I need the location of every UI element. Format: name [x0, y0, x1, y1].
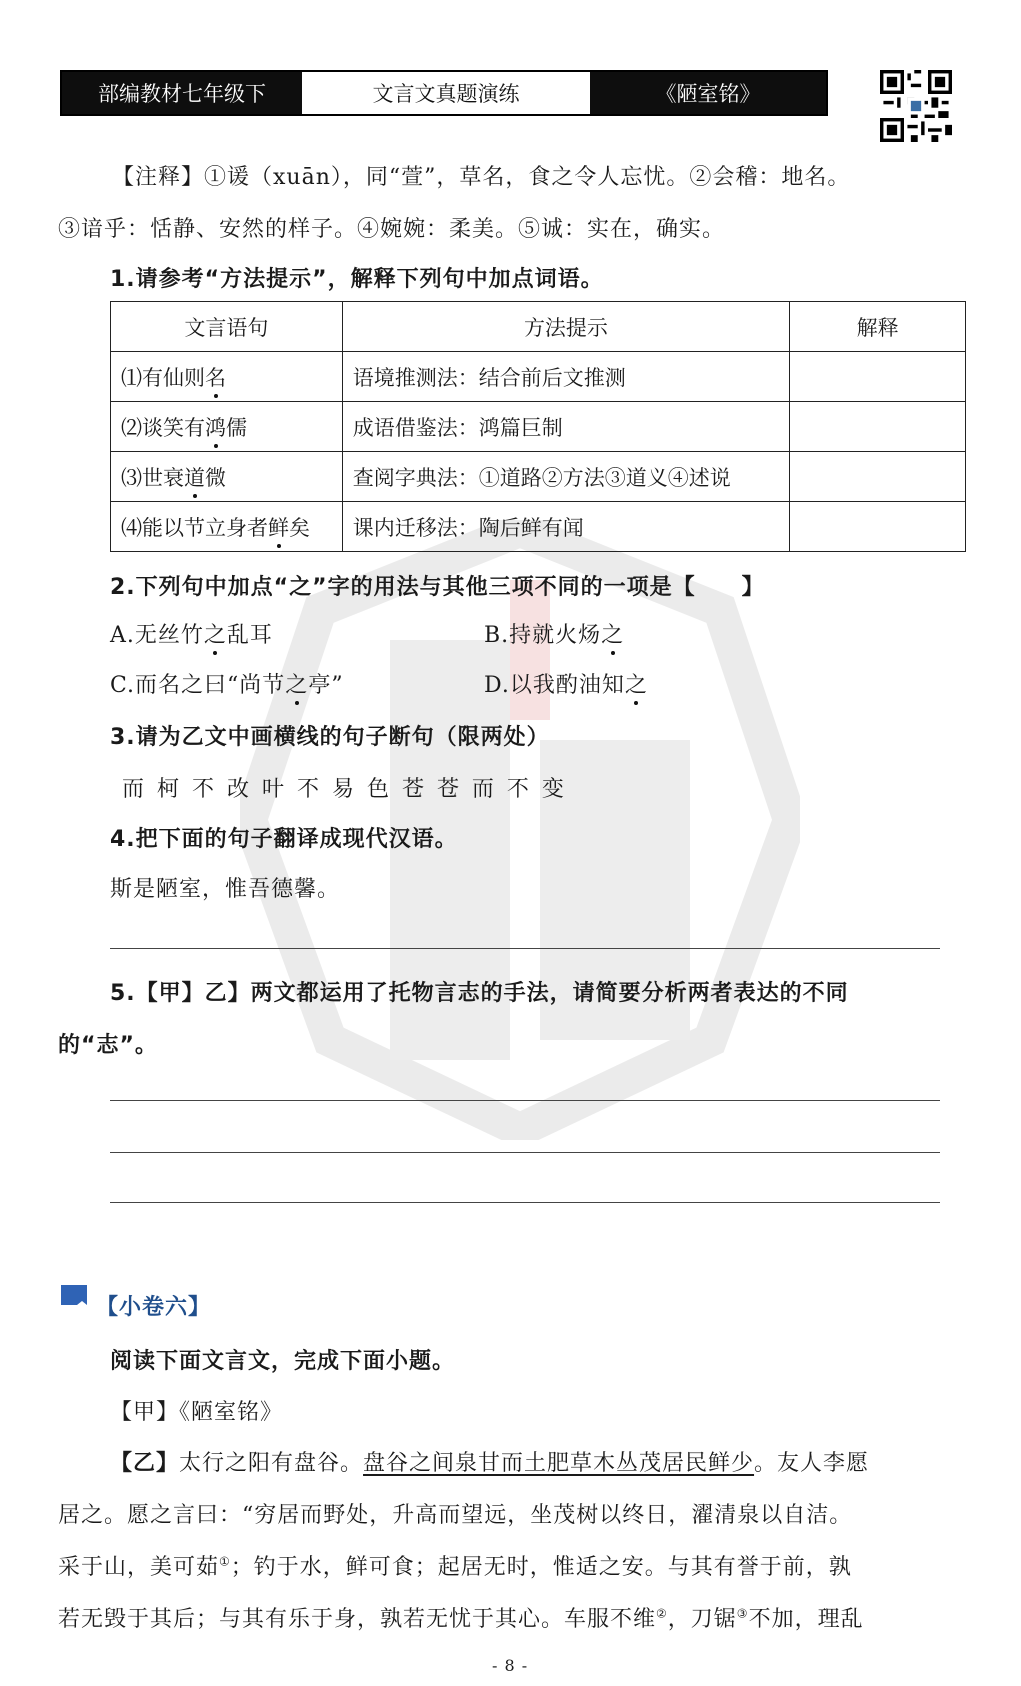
- dotted-word: 道: [184, 462, 205, 492]
- answer-line[interactable]: [110, 1152, 940, 1153]
- answer-line[interactable]: [110, 1202, 940, 1203]
- q3-sentence: 而 柯 不 改 叶 不 易 色 苍 苍 而 不 变: [122, 777, 567, 802]
- table-cell-hint: 语境推测法：结合前后文推测: [342, 352, 789, 402]
- q2-option-c[interactable]: C.而名之曰“尚节之亭”: [110, 668, 344, 699]
- q2-option-b[interactable]: B.持就火炀之: [484, 618, 624, 649]
- yi-line-4: 若无毁于其后；与其有乐于身，孰若无忧于其心。车服不维②，刀锯③不加，理乱: [58, 1606, 864, 1632]
- yi-line-2: 居之。愿之言曰：“穷居而野处，升高而望远，坐茂树以终日，濯清泉以自洁。: [58, 1503, 853, 1528]
- q4-sentence: 斯是陋室，惟吾德馨。: [110, 877, 341, 902]
- q1-table: [110, 301, 966, 552]
- yi-line-3: 采于山，美可茹①；钓于水，鲜可食；起居无时，惟适之安。与其有誉于前，孰: [58, 1554, 852, 1580]
- table-row: [111, 452, 966, 502]
- qr-code-icon: [880, 70, 952, 142]
- header-book: 部编教材七年级下: [62, 72, 302, 114]
- dotted-word: 鲜: [268, 512, 289, 542]
- table-cell-sentence: ⑶世衰道微: [111, 452, 343, 502]
- q4-prompt: 4.把下面的句子翻译成现代汉语。: [110, 827, 458, 852]
- dotted-word: 鸿: [205, 412, 226, 442]
- page-number: - 8 -: [492, 1656, 529, 1675]
- table-header-row: [111, 302, 966, 352]
- underlined-sentence: 盘谷之间泉甘而土肥草木丛茂居民鲜少: [363, 1451, 755, 1476]
- notes-line-1: 【注释】①谖（xuān），同“萱”，草名，食之令人忘忧。②会稽：地名。: [112, 165, 851, 190]
- table-cell-hint: 课内迁移法：陶后鲜有闻: [342, 502, 789, 552]
- answer-cell[interactable]: [790, 502, 966, 552]
- header-section: 文言文真题演练: [302, 72, 590, 114]
- header-title: 《陋室铭》: [590, 72, 826, 114]
- dotted-word: 名: [205, 362, 226, 392]
- answer-cell[interactable]: [790, 402, 966, 452]
- table-header: 解释: [790, 302, 966, 352]
- table-cell-sentence: ⑷能以节立身者鲜矣: [111, 502, 343, 552]
- bookmark-icon: [58, 1283, 90, 1313]
- q2-option-d[interactable]: D.以我酌油知之: [484, 668, 648, 699]
- table-cell-hint: 成语借鉴法：鸿篇巨制: [342, 402, 789, 452]
- answer-line[interactable]: [110, 948, 940, 949]
- section-title: 【小卷六】: [96, 1295, 212, 1320]
- header-bar: [60, 70, 828, 116]
- yi-line-1: 【乙】太行之阳有盘谷。盘谷之间泉甘而土肥草木丛茂居民鲜少。友人李愿: [110, 1451, 870, 1476]
- answer-cell[interactable]: [790, 452, 966, 502]
- notes-line-2: ③谙乎：恬静、安然的样子。④婉婉：柔美。⑤诚：实在，确实。: [58, 217, 726, 242]
- table-cell-sentence: ⑴有仙则名: [111, 352, 343, 402]
- answer-line[interactable]: [110, 1100, 940, 1101]
- table-header: 方法提示: [342, 302, 789, 352]
- reading-instruction: 阅读下面文言文，完成下面小题。: [110, 1349, 456, 1374]
- table-row: [111, 402, 966, 452]
- table-row: [111, 502, 966, 552]
- q1-prompt: 1.请参考“方法提示”，解释下列句中加点词语。: [110, 267, 604, 292]
- table-header: 文言语句: [111, 302, 343, 352]
- q2-option-a[interactable]: A.无丝竹之乱耳: [110, 618, 273, 649]
- table-cell-hint: 查阅字典法：①道路②方法③道义④述说: [342, 452, 789, 502]
- jia-title: 【甲】《陋室铭》: [110, 1400, 284, 1425]
- table-row: [111, 352, 966, 402]
- answer-cell[interactable]: [790, 352, 966, 402]
- q2-prompt: 2.下列句中加点“之”字的用法与其他三项不同的一项是【 】: [110, 575, 765, 600]
- q3-prompt: 3.请为乙文中画横线的句子断句（限两处）: [110, 725, 550, 750]
- q5-line-1: 5.【甲】乙】两文都运用了托物言志的手法，请简要分析两者表达的不同: [110, 981, 849, 1006]
- q5-line-2: 的“志”。: [58, 1033, 158, 1058]
- table-cell-sentence: ⑵谈笑有鸿儒: [111, 402, 343, 452]
